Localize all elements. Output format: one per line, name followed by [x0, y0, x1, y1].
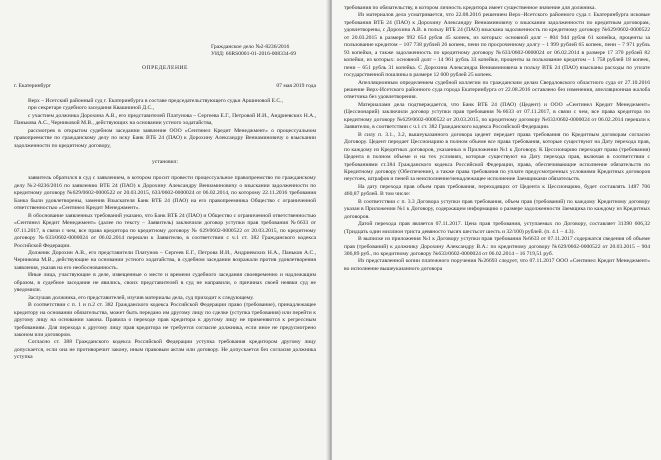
right-page: [332, 0, 661, 460]
paragraph: Из материалов дела усматривается, что 22.08.2016 решением Верх–Исетского районного суда г. Екатеринбурга исковые требования ВТБ 24 (ПАО) к Дорохину Александру Вениаминовичу о взыскании задолженности по кредитным договорам, удовлетворены, с Дорохина А.В. в пользу ВТБ 24 (ПАО) взыскана задолженность по кредитному договору №629/0602-0000522 от 20.03.2015 в размере 992 654 рубля 45 копеек, из которых: основной долг – 804 944 рубля 61 копейка, проценты за пользование кредитом – 107 738 рублей 26 копеек, пени по просроченному долгу – 1 999 рублей 65 копеек, пени – 7 971 рубль 93 копейки, а также задолженность по кредитному договору №633/0602-0000024 от 06.02.2014 в размере 17 370 рублей 82 копейки, из которых: основной долг – 14 961 рубль 33 копейки, проценты за пользование кредитом – 1 758 рублей 18 копеек, пени – 651 рубль 31 копейка. С Дорохина Александра Вениаминовича в пользу ВТБ 24 (ПАО) взысканы расходы по уплате государственной пошлины в размере 12 600 рублей 25 копеек.: [344, 12, 650, 79]
paragraph: Из представленной копии платежного поручения №26693 следует, что 07.11.2017 ООО «Сентинел Кредит Менеджмент» во исполнение вышеуказанного договора: [344, 258, 650, 272]
paragraph: Материалами дела подтверждается, что Банк ВТБ 24 (ПАО) (Цедент) и ООО «Сентинел Кредит Менеджмент» (Цессионарий) заключили договор уступки прав требования №6633 от 07.11.2017, в связи с чем, все права кредитора по кредитному договору №629/0602-0000522 от 20.03.2015, по кредитному договору №633/0602-0000024 от 06.02.2014 перешли к Заявителю, в соответствии с ч.1 ст. 382 Гражданского кодекса Российской Федерации.: [344, 101, 650, 131]
date: 07 мая 2019 года: [276, 83, 316, 90]
place-date-row: [14, 83, 316, 90]
paragraph: Должник Дорохин А.В., его представители Платунов – Сергеев Е.Г., Петрова И.И., Андриевских Н.А., Паньков А.С., Черникова М.В., действующие на основании устного ходатайства, в судебном заседании возражали против удовлетворения заявления, указав на его необоснованность.: [14, 249, 316, 271]
paragraph: Иные лица, участвующие в деле, извещенные о месте и времени судебного заседания своевременно и надлежащим образом, в судебное заседание не явились, своих представителей в суд не направили, о причинах своей неявки суд не уведомили.: [14, 272, 316, 294]
left-page: [0, 0, 328, 460]
case-header: [211, 44, 316, 59]
paragraph: В выписке из приложения №1 к Договору уступки прав требования №6633 от 07.11.2017 содержатся сведения об объеме прав (требований) к должнику Дорохину Александру В.А.: по кредитному договору №629/0602-0000522 от 20.03.2015 – 904 306,89 руб., по кредитному договору №633/0602-0000024 от 06.02.2014 – 16 719,51 руб.: [344, 236, 650, 257]
case-uid: УИД: 66RS0001-01-2016-008334-69: [211, 51, 296, 58]
paragraph: Заслушав должника, его представителей, изучив материалы дела, суд приходит к следующему.: [28, 294, 254, 301]
paragraph: Согласно ст. 388 Гражданского кодекса Российской Федерации уступка требования кредитором другому лицу допускается, если она не противоречит закону, иным правовым актам или договору. Не допускается без согласия должника уступка: [14, 339, 316, 361]
subject-of-review: рассмотрев в открытом судебном заседании заявление ООО «Сентинел Кредит Менеджмент» о процессуальном правопреемстве по гражданскому делу по иску Банк ВТБ 24 (ПАО) к Дорохину Александру Вениаминовичу о взыскании задолженности по кредитному договору,: [14, 127, 316, 149]
secretary: при секретаре судебного заседания Квашниной Д.С.,: [28, 105, 154, 112]
paragraph: требования по обязательству, в котором личность кредитора имеет существенное значение для должника.: [344, 5, 596, 11]
established-heading: установил:: [151, 158, 179, 165]
paragraph: Датой перехода прав является 07.11.2017. Цена прав требования, уступаемых по Договору, составляет 31390 606,32 (Тридцать один миллион триста девяносто тысяч шестьсот шесть и 32/100) рублей. (п. 4.1 – 4.3).: [344, 221, 650, 235]
participants: с участием должника Дорохина А.В., его представителей Платунова – Сергеева Е.Г., Петровой И.И., Андриевских Н.А., Панькова А.С., Черниковой М.В., действующих на основании устного ходатайства,: [14, 112, 316, 127]
paragraph: На дату перехода прав объем прав требования, переходящих от Цедента к Цессионарию, будет составлять 1487 706 460,87 рублей. В том числе:: [344, 183, 650, 198]
paragraph: В силу п. 3.1., 3.2, вышеуказанного договора цедент передает права требования по Кредитным договорам согласно Договору. Цедент передает Цессионарию в полном объеме все права требования, которые существуют на Дату перехода прав, по каждому из Кредитных договоров, указанных в Приложении №1 к Договору. К Цессионарию переходят права (требования) Цедента в полном объеме и на тех условиях, которые существуют на Дату перехода прав, включая в соответствии с требованиями ст.384 Гражданского кодекса Российской Федерации, права, обеспечивающие исполнение обязательств по Кредитному договору (Обеспечение), а также права требования по уплате предусмотренных условиями Кредитных договоров неустоек, штрафов и пеней за неисполнение/ненадлежащее исполнение Заемщиками обязательств.: [344, 131, 650, 183]
paragraph: В соответствии с п. 3.3 Договора уступки прав требования, объем прав (требований) по каждому Кредитному договору указан в Приложении №1 к Договору, содержащем информацию о размере задолженности Заемщика по каждому из Кредитных договоров.: [344, 198, 650, 220]
court-composition: Верх – Исетский районный суд г. Екатеринбурга в составе председательствующего судьи Аршиновой Е.С.,: [28, 97, 283, 104]
paragraph: заявитель обратился в суд с заявлением, в котором просит провести процессуальное правопреемство по гражданскому делу №2-8236/2016 по заявлению ВТБ 24 (ПАО) к Дорохину Александру Вениаминовичу о взыскании задолженности по кредитному договору №629/0602-0000522 от 20.03.2015, 633/0602-0000024 от 06.02.2014, по которому 22.11.2016 требования Банка были удовлетворены, заменив Взыскателя Банк ВТБ 24 (ПАО) на его правопреемника Общество с ограниченной ответственностью «Сентинел Кредит Менеджмент».: [14, 175, 316, 212]
paragraph: В соответствии с п. 1 и п.2 ст. 382 Гражданского кодекса Российской Федерации право (требование), принадлежащее кредитору на основании обязательства, может быть передано им другому лицу по сделке (уступка требования) или перейти к другому лицу на основании закона. Правила о переходе прав кредитора к другому лицу не применяются к регрессным требованиям. Для перехода к другому лицу прав кредитора не требуется согласие должника, если иное не предусмотрено законом или договором.: [14, 302, 316, 338]
document-title: ОПРЕДЕЛЕНИЕ: [142, 64, 188, 71]
case-number: Гражданское дело №2-8236/2016: [211, 44, 290, 50]
paragraph: В обоснование заявленных требований указано, что Банк ВТБ 24 (ПАО) и Общество с ограниченной ответственностью «Сентинел Кредит Менеджмент» (далее по тексту – Заявитель) заключили договор уступки прав требования №6633 от 07.11.2017, в связи с чем, все права кредитора по кредитному договору № 629/0602-0000522 от 20.03.2015, по кредитному договору №633/0602-0000024 от 06.02.2014 перешли к Заявителю, в соответствии с ч.1 ст. 382 Гражданского кодекса Российской Федерации.: [14, 212, 316, 249]
city: г. Екатеринбург: [14, 83, 52, 90]
paragraph: Апелляционным определением судебной коллегии по гражданским делам Свердловского областного суда от 27.10.2016 решение Верх-Исетского районного суда города Екатеринбурга от 22.08.2016 оставлено без изменения, апелляционная жалоба ответчика без удовлетворения.: [344, 79, 650, 101]
